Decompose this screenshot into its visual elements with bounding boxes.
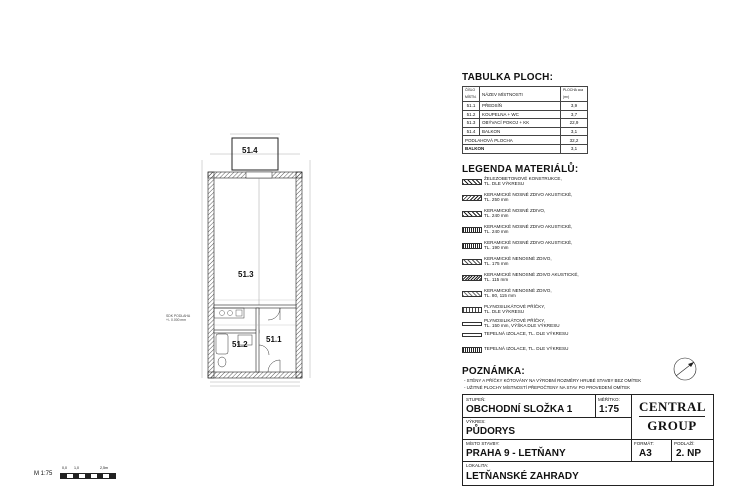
note-line-2: - UŽITNÉ PLOCHY MÍSTNOSTÍ PŘEPOČTENY NA STAV PO PROVEDENÍ OMÍTEK — [464, 385, 631, 390]
header-no: ČÍSLO MÍSTN. — [463, 87, 480, 102]
table-row — [463, 110, 588, 119]
stage-value: OBCHODNÍ SLOŽKA 1 — [466, 404, 573, 415]
room-label-51-4: 51.4 — [242, 146, 258, 155]
stage-label: STUPEŇ: — [466, 397, 486, 402]
legend-swatch — [462, 275, 482, 281]
legend-swatch — [462, 211, 482, 217]
floor-plan-drawing — [150, 120, 350, 390]
floor-label: PODLAŽÍ: — [674, 441, 695, 446]
drawing-label: VÝKRES: — [466, 419, 486, 424]
legend-item: KERAMICKÉ NOSNÉ ZDIVO AKUSTICKÉ, TL. 190 mm — [484, 240, 573, 251]
legend-item: KERAMICKÉ NENOSNÉ ZDIVO AKUSTICKÉ, TL. 115 mm — [484, 272, 579, 283]
logo-text-bottom: GROUP — [647, 418, 697, 433]
format-cell — [631, 439, 672, 462]
notes-title: POZNÁMKA: — [462, 366, 525, 377]
legend-item: PLYNOSILIKÁTOVÉ PŘÍČKY, TL. DLE VÝKRESU — [484, 304, 546, 315]
row-no: 51.3 — [463, 119, 480, 128]
room-label-51-3: 51.3 — [238, 270, 254, 279]
scale-cell — [595, 395, 632, 418]
row-name: BALKON — [480, 127, 561, 136]
row-area: 3,9 — [561, 102, 588, 111]
legend-item: KERAMICKÉ NOSNÉ ZDIVO, TL. 240 mm — [484, 208, 546, 219]
scale-value: 1:75 — [599, 404, 620, 415]
room-label-51-1: 51.1 — [266, 335, 282, 344]
table-row — [463, 127, 588, 136]
areas-table-header — [463, 87, 588, 102]
locality-value: LETŇANSKÉ ZAHRADY — [466, 471, 579, 482]
row-no: 51.4 — [463, 127, 480, 136]
scale-bar-label: M 1:75 — [34, 471, 53, 477]
site-value: PRAHA 9 - LETŇANY — [466, 448, 566, 459]
total-floor-row — [463, 136, 588, 145]
areas-table-title: TABULKA PLOCH: — [462, 72, 554, 83]
floor-cell — [671, 439, 713, 462]
row-name: PŘEDSÍŇ — [480, 102, 561, 111]
legend-item: KERAMICKÉ NENOSNÉ ZDIVO, TL. 175 mm — [484, 256, 552, 267]
legend-swatch — [462, 243, 482, 249]
row-no: 51.2 — [463, 110, 480, 119]
row-area: 3,7 — [561, 110, 588, 119]
legend-swatch — [462, 291, 482, 297]
legend-item: ŽELEZOBETONOVÉ KONSTRUKCE, TL. DLE VÝKRESU — [484, 176, 562, 187]
row-area: 3,1 — [561, 127, 588, 136]
note-line-1: - STĚNY A PŘÍČKY KÓTOVÁNY NA VÝROBNÍ ROZMĚRY HRUBÉ STAVBY BEZ OMÍTEK — [464, 378, 642, 383]
row-name: OBÝVACÍ POKOJ + KK — [480, 119, 561, 128]
room-label-51-2: 51.2 — [232, 340, 248, 349]
format-label: FORMÁT: — [634, 441, 654, 446]
row-no: 51.1 — [463, 102, 480, 111]
legend-item: TEPELNÁ IZOLACE, TL. DLE VÝKRESU — [484, 346, 569, 351]
legend-item: PLYNOSILIKÁTOVÉ PŘÍČKY, TL. 150 mm, VÝŠKA DLE VÝKRESU — [484, 318, 560, 329]
legend-swatch — [462, 179, 482, 185]
row-area: 22,9 — [561, 119, 588, 128]
floor-value: 2. NP — [676, 448, 702, 459]
legend-title: LEGENDA MATERIÁLŮ: — [462, 164, 579, 175]
legend-item: KERAMICKÉ NOSNÉ ZDIVO AKUSTICKÉ, TL. 250 mm — [484, 192, 573, 203]
scale-bar-tick-0: 0,0 — [62, 466, 67, 470]
scale-label: MĚŘÍTKO: — [598, 397, 620, 402]
legend-swatch — [462, 307, 482, 313]
total-balcony-row — [463, 144, 588, 153]
legend-swatch — [462, 259, 482, 265]
north-arrow-icon — [672, 356, 698, 382]
legend-swatch — [462, 347, 482, 353]
scale-bar-tick-2: 2,5m — [100, 466, 108, 470]
title-block — [462, 394, 714, 486]
format-value: A3 — [639, 448, 652, 459]
legend-item: KERAMICKÉ NOSNÉ ZDIVO AKUSTICKÉ, TL. 240 mm — [484, 224, 573, 235]
total-floor-area: 32,2 — [561, 136, 588, 145]
legend-item: KERAMICKÉ NENOSNÉ ZDIVO, TL. 80, 115 mm — [484, 288, 552, 299]
legend-swatch — [462, 227, 482, 233]
header-area: PLOCHA cca (m²) — [561, 87, 588, 102]
company-logo — [639, 399, 705, 433]
drawing-cell — [463, 417, 632, 440]
total-floor-name: PODLAHOVÁ PLOCHA — [463, 136, 561, 145]
legend-item: TEPELNÁ IZOLACE, TL. DLE VÝKRESU — [484, 331, 569, 336]
areas-table — [462, 86, 588, 154]
logo-divider — [639, 416, 705, 417]
table-row — [463, 102, 588, 111]
site-label: MÍSTO STAVBY: — [466, 441, 500, 446]
locality-cell — [463, 461, 713, 485]
total-balcony-area: 3,1 — [561, 144, 588, 153]
legend-swatch — [462, 322, 482, 326]
total-balcony-name: BALKON — [463, 144, 561, 153]
row-name: KOUPELNA + WC — [480, 110, 561, 119]
logo-cell — [631, 395, 713, 440]
legend-swatch — [462, 195, 482, 201]
drawing-value: PŮDORYS — [466, 426, 516, 437]
stage-cell — [463, 395, 596, 418]
scale-bar-graphic — [60, 473, 116, 479]
level-note: SDK PODLAHA +/- 0.000 mm — [166, 314, 191, 322]
scale-bar-tick-1: 1,0 — [74, 466, 79, 470]
locality-label: LOKALITA: — [466, 463, 489, 468]
table-row — [463, 119, 588, 128]
floor-plan — [150, 120, 350, 390]
header-name: NÁZEV MÍSTNOSTI — [480, 87, 561, 102]
scale-bar — [28, 466, 148, 480]
logo-text-top: CENTRAL — [639, 399, 707, 414]
site-cell — [463, 439, 632, 462]
legend-swatch — [462, 333, 482, 337]
